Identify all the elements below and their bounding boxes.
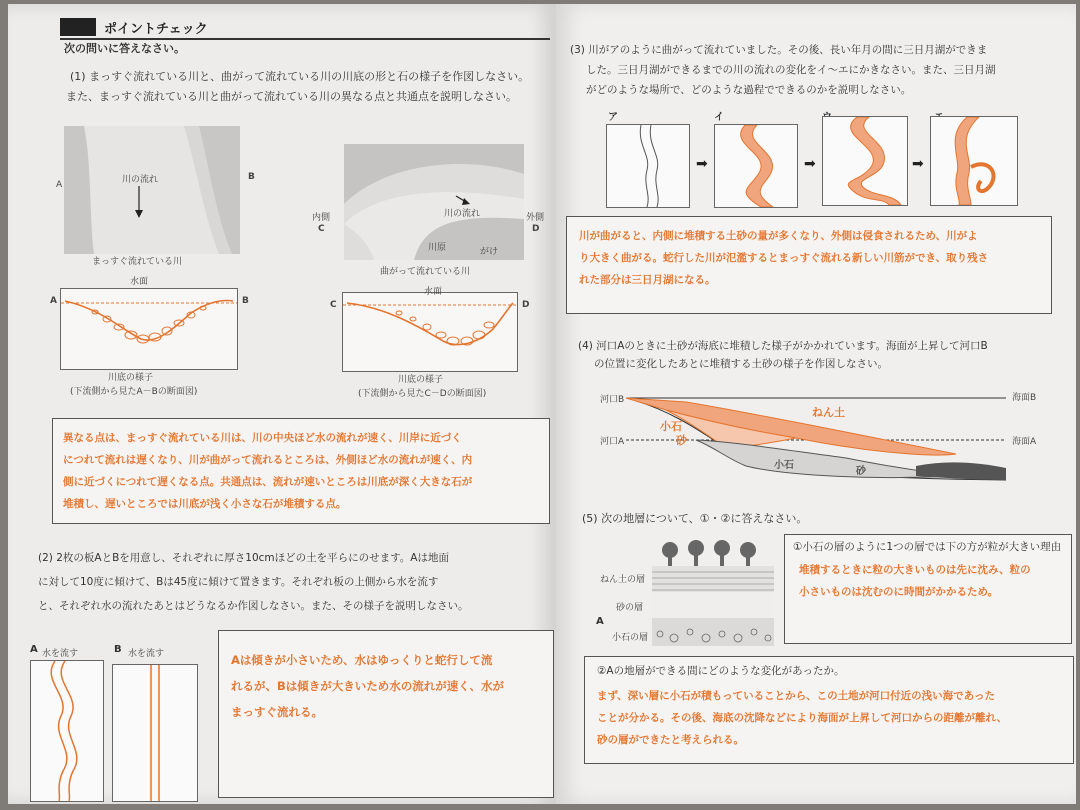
section-ab-b: B	[242, 296, 249, 306]
strata-sand-layer: 砂の層	[616, 603, 644, 613]
arrow-icon: ➡	[804, 156, 816, 172]
curved-cliff-label: がけ	[480, 247, 499, 257]
answer-1-line-2: につれて流れは遅くなり、川が曲がって流れるところは、外側ほど水の流れが速く、内	[63, 454, 473, 466]
q5-line: (5) 次の地層について、①・②に答えなさい。	[582, 512, 808, 525]
curved-flow-label: 川の流れ	[444, 209, 481, 219]
answer-box-5-1	[784, 534, 1072, 644]
stage-label-i: イ	[714, 112, 724, 123]
strata-clay-layer: ねん土の層	[600, 575, 646, 585]
delta-mouth-a: 河口A	[600, 437, 625, 447]
delta-pebble: 小石	[660, 420, 682, 433]
section-ab-surface: 水面	[130, 277, 149, 287]
q3-line-2: した。三日月湖ができるまでの川の流れの変化をイ～エにかきなさい。また、三日月湖	[586, 64, 996, 76]
section-cd-d: D	[522, 300, 530, 310]
curved-label-d: D	[532, 224, 540, 234]
q2-line-1: (2) 2枚の板AとBを用意し、それぞれに厚さ10cmほどの土を平らにのせます。Aは地面	[38, 552, 449, 564]
curved-river-figure	[344, 144, 524, 260]
arrow-icon: ➡	[912, 156, 924, 172]
answer-1-line-3: 側に近づくにつれて遅くなる点。共通点は、流れが速いところは川底が深く大きな石が	[63, 476, 473, 488]
answer-2-line-1: Aは傾きが小さいため、水はゆっくりと蛇行して流	[231, 653, 493, 667]
q5-1-question: ①小石の層のように1つの層では下の方が粒が大きい理由	[793, 541, 1062, 553]
curved-riverbed-label: 川原	[428, 243, 447, 253]
board-a	[30, 660, 104, 802]
board-b-label: B	[114, 644, 122, 655]
q3-line-1: (3) 川がアのように曲がって流れていました。その後、長い年月の間に三日月湖ができま	[570, 44, 988, 56]
answer-1-line-1: 異なる点は、まっすぐ流れている川は、川の中央ほど水の流れが速く、川岸に近づく	[63, 432, 462, 444]
answer-3-line-1: 川が曲がると、内側に堆積する土砂の量が多くなり、外側は侵食されるため、川がよ	[579, 230, 978, 242]
delta-sand-inner: 砂	[856, 466, 866, 477]
straight-label-b: B	[248, 172, 255, 182]
board-a-label: A	[30, 644, 38, 655]
section-cd	[342, 292, 518, 372]
q1-line-1: (1) まっすぐ流れている川と、曲がって流れている川の川底の形と石の様子を作図しなさい。	[70, 70, 530, 83]
q1-line-2: また、まっすぐ流れている川と曲がって流れている川の異なる点と共通点を説明しなさい。	[66, 90, 517, 103]
straight-flow-label: 川の流れ	[122, 175, 159, 185]
stage-label-a: ア	[608, 112, 618, 123]
delta-sea-a: 海面A	[1012, 437, 1037, 447]
q2-line-2: に対して10度に傾けて、Bは45度に傾けて置きます。それぞれ板の上側から水を流す	[38, 576, 439, 588]
instruction: 次の問いに答えなさい。	[64, 42, 185, 55]
section-cd-surface: 水面	[424, 287, 443, 297]
q2-line-3: と、それぞれ水の流れたあとはどうなるか作図しなさい。また、その様子を説明しなさい。	[38, 600, 469, 612]
straight-label-a: A	[56, 180, 63, 190]
q5-2-question: ②Aの地層ができる間にどのような変化があったか。	[597, 665, 845, 677]
strata-bracket-label: A	[596, 616, 604, 627]
board-b-note: 水を流す	[128, 649, 165, 659]
answer-2-line-3: まっすぐ流れる。	[231, 705, 323, 719]
stage-i	[714, 124, 798, 208]
section-ab	[60, 288, 238, 370]
delta-clay: ねん土	[812, 406, 845, 419]
answer-box-3	[566, 216, 1052, 314]
strata-pebble-layer: 小石の層	[612, 633, 649, 643]
section-cd-caption-2: (下流側から見たC－Dの断面図)	[358, 389, 487, 399]
answer-2-line-2: れるが、Bは傾きが大きいため水の流れが速く、水が	[231, 679, 505, 693]
right-page	[556, 4, 1076, 804]
left-page	[8, 4, 556, 804]
curved-label-c: C	[318, 224, 325, 234]
answer-box-5-2	[584, 656, 1074, 764]
answer-box-1	[52, 418, 550, 524]
answer-5-2-line-3: 砂の層ができたと考えられる。	[597, 734, 744, 746]
strata-diagram	[652, 536, 774, 646]
curved-inner-label: 内側	[312, 213, 331, 223]
q4-line-1: (4) 河口Aのときに土砂が海底に堆積した様子がかかれています。海面が上昇して河口B	[578, 340, 988, 352]
delta-mouth-b: 河口B	[600, 395, 625, 405]
straight-caption: まっすぐ流れている川	[92, 257, 183, 267]
answer-5-2-line-2: ことが分かる。その後、海底の沈降などにより海面が上昇して河口からの距離が離れ、	[597, 712, 1008, 724]
stage-u	[822, 116, 908, 206]
straight-river-figure	[64, 126, 240, 254]
delta-sea-b: 海面B	[1012, 393, 1037, 403]
curved-outer-label: 外側	[526, 213, 545, 223]
section-ab-caption-2: (下流側から見たA－Bの断面図)	[70, 387, 198, 397]
arrow-icon: ➡	[696, 156, 708, 172]
header-title: ポイントチェック	[104, 22, 208, 37]
section-ab-caption-1: 川底の様子	[108, 373, 154, 383]
board-b	[112, 664, 198, 802]
stage-e	[930, 116, 1018, 206]
answer-3-line-2: り大きく曲がる。蛇行した川が氾濫するとまっすぐ流れる新しい川筋ができ、取り残さ	[579, 252, 989, 264]
answer-box-2	[218, 630, 554, 798]
q3-line-3: がどのような場所で、どのような過程でできるのかを説明しなさい。	[586, 84, 912, 96]
answer-5-2-line-1: まず、深い層に小石が積もっていることから、この土地が河口付近の浅い海であった	[597, 690, 996, 702]
section-cd-c: C	[330, 300, 337, 310]
answer-5-1-line-2: 小さいものは沈むのに時間がかかるため。	[799, 586, 999, 598]
section-cd-caption-1: 川底の様子	[398, 375, 444, 385]
q4-line-2: の位置に変化したあとに堆積する土砂の様子を作図しなさい。	[594, 358, 888, 370]
answer-3-line-3: れた部分は三日月湖になる。	[579, 274, 716, 286]
answer-1-line-4: 堆積し、遅いところでは川底が浅く小さな石が堆積する点。	[63, 498, 347, 510]
curved-caption: 曲がって流れている川	[380, 267, 471, 277]
delta-pebble-inner: 小石	[774, 460, 794, 471]
board-a-note: 水を流す	[42, 649, 79, 659]
delta-sand: 砂	[676, 434, 687, 447]
section-header	[60, 16, 550, 40]
stage-a	[606, 124, 690, 208]
answer-5-1-line-1: 堆積するときに粒の大きいものは先に沈み、粒の	[799, 564, 1031, 576]
section-ab-a: A	[50, 296, 57, 306]
header-badge	[60, 18, 96, 36]
